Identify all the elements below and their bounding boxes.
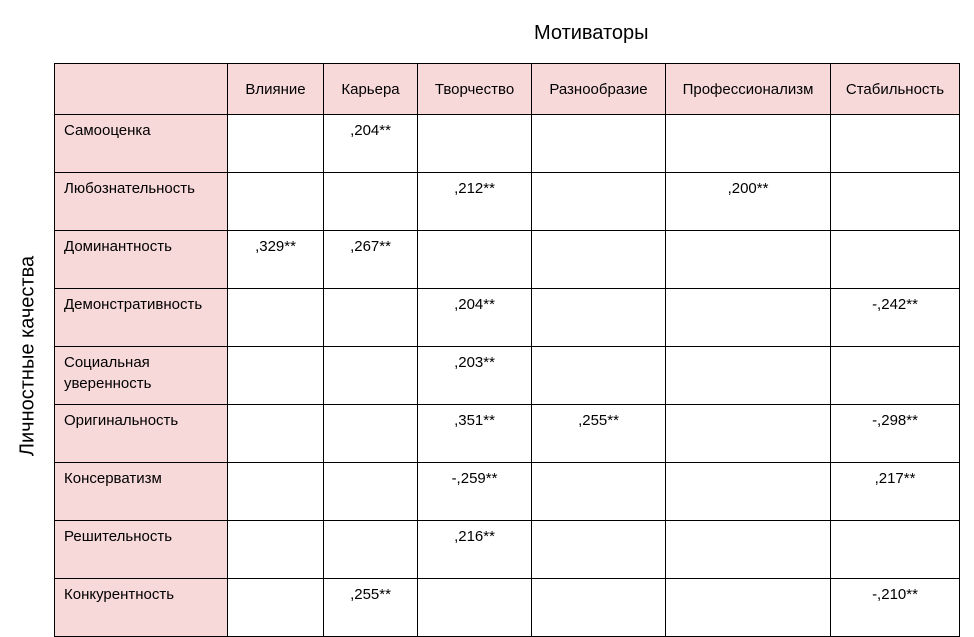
table-cell: ,351** (418, 405, 532, 463)
row-header: Демонстративность (55, 289, 228, 347)
table-cell: ,203** (418, 347, 532, 405)
row-header: Решительность (55, 521, 228, 579)
column-axis-title: Мотиваторы (534, 22, 649, 44)
table-cell: -,298** (831, 405, 960, 463)
table-row (55, 115, 960, 173)
table-cell (228, 115, 324, 173)
table-cell (228, 579, 324, 637)
table-cell: ,200** (666, 173, 831, 231)
table-cell (228, 463, 324, 521)
table-cell (532, 115, 666, 173)
table-row (55, 463, 960, 521)
column-header: Стабильность (831, 64, 960, 115)
table-row (55, 405, 960, 463)
table-cell: -,242** (831, 289, 960, 347)
table-cell (666, 405, 831, 463)
table-cell: ,216** (418, 521, 532, 579)
correlation-table (54, 63, 960, 637)
column-header: Влияние (228, 64, 324, 115)
table-cell (228, 521, 324, 579)
table-cell (666, 115, 831, 173)
row-header: Самооценка (55, 115, 228, 173)
table-cell: ,267** (324, 231, 418, 289)
row-axis-title: Личностные качества (16, 255, 39, 457)
table-cell (666, 347, 831, 405)
table-cell: ,204** (324, 115, 418, 173)
table-row (55, 231, 960, 289)
table-cell (532, 463, 666, 521)
table-cell (831, 347, 960, 405)
table-cell (228, 173, 324, 231)
table-cell: -,210** (831, 579, 960, 637)
corner-cell (55, 64, 228, 115)
row-header: Любознательность (55, 173, 228, 231)
table-cell (666, 579, 831, 637)
column-header: Разнообразие (532, 64, 666, 115)
table-cell: -,259** (418, 463, 532, 521)
row-header: Социальная уверенность (55, 347, 228, 405)
table-row (55, 289, 960, 347)
column-header: Карьера (324, 64, 418, 115)
table-cell (228, 405, 324, 463)
header-row (55, 64, 960, 115)
row-header: Консерватизм (55, 463, 228, 521)
table-cell (228, 289, 324, 347)
row-header: Конкурентность (55, 579, 228, 637)
table-cell (831, 231, 960, 289)
table-cell: ,217** (831, 463, 960, 521)
table-cell (324, 463, 418, 521)
table-cell (532, 521, 666, 579)
row-header: Доминантность (55, 231, 228, 289)
table-cell (666, 231, 831, 289)
table-cell (324, 405, 418, 463)
table-cell (324, 173, 418, 231)
table-cell: ,212** (418, 173, 532, 231)
table-cell (532, 347, 666, 405)
table-row (55, 521, 960, 579)
table-row (55, 173, 960, 231)
table-cell: ,255** (532, 405, 666, 463)
table-cell (532, 173, 666, 231)
table-cell (666, 289, 831, 347)
column-header: Творчество (418, 64, 532, 115)
table-cell (418, 115, 532, 173)
table-cell (532, 231, 666, 289)
table-cell (666, 521, 831, 579)
table-cell (324, 289, 418, 347)
table-cell (532, 579, 666, 637)
table-cell (831, 521, 960, 579)
table-row (55, 579, 960, 637)
table-cell (418, 231, 532, 289)
table-cell (666, 463, 831, 521)
table-cell (831, 115, 960, 173)
table-cell (324, 521, 418, 579)
table-cell (831, 173, 960, 231)
table-cell (324, 347, 418, 405)
column-header: Профессионализм (666, 64, 831, 115)
table-cell (228, 347, 324, 405)
table-cell (418, 579, 532, 637)
table-cell: ,204** (418, 289, 532, 347)
table-cell: ,329** (228, 231, 324, 289)
table-row (55, 347, 960, 405)
table-cell: ,255** (324, 579, 418, 637)
table-cell (532, 289, 666, 347)
row-header: Оригинальность (55, 405, 228, 463)
